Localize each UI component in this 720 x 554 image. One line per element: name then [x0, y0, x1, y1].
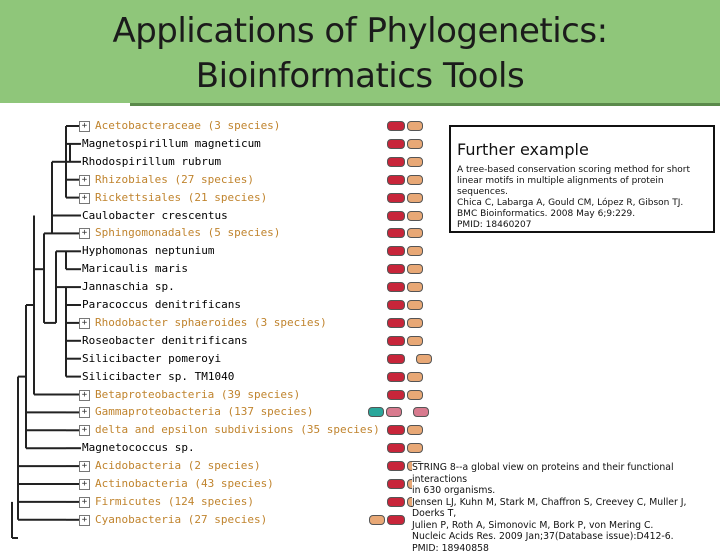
- protein-domain-icon: [387, 211, 405, 221]
- panel-heading: Further example: [457, 140, 707, 159]
- protein-domain-icon: [407, 193, 423, 203]
- expand-node-button[interactable]: +: [79, 390, 90, 401]
- expand-node-button[interactable]: +: [79, 407, 90, 418]
- expand-node-button[interactable]: +: [79, 515, 90, 526]
- panel-citation-line: Chica C, Labarga A, Gould CM, López R, Gibson TJ.: [457, 198, 707, 209]
- expand-node-button[interactable]: +: [79, 461, 90, 472]
- protein-domain-icon: [387, 372, 405, 382]
- tree-leaf-label[interactable]: Caulobacter crescentus: [82, 209, 228, 223]
- protein-domain-icon: [413, 407, 429, 417]
- expand-node-button[interactable]: +: [79, 479, 90, 490]
- protein-domain-icon: [416, 354, 432, 364]
- tree-leaf-label[interactable]: Roseobacter denitrificans: [82, 334, 248, 348]
- protein-domain-icon: [407, 211, 423, 221]
- panel-citation-line: BMC Bioinformatics. 2008 May 6;9:229.: [457, 209, 707, 220]
- protein-domain-icon: [407, 264, 423, 274]
- title-bar: [0, 0, 720, 103]
- protein-domain-icon: [387, 461, 405, 471]
- expand-node-button[interactable]: +: [79, 121, 90, 132]
- reference-line: Nucleic Acids Res. 2009 Jan;37(Database issue):D412-6.: [412, 531, 717, 543]
- panel-citation-line: PMID: 18460207: [457, 220, 707, 231]
- protein-domain-icon: [387, 479, 405, 489]
- protein-domain-icon: [387, 264, 405, 274]
- protein-domain-icon: [387, 354, 405, 364]
- protein-domain-icon: [407, 121, 423, 131]
- reference-line: PMID: 18940858: [412, 543, 717, 554]
- protein-domain-icon: [407, 139, 423, 149]
- protein-domain-icon: [368, 407, 384, 417]
- tree-leaf-label[interactable]: Acidobacteria (2 species): [95, 459, 261, 473]
- tree-leaf-label[interactable]: Rickettsiales (21 species): [95, 191, 267, 205]
- expand-node-button[interactable]: +: [79, 193, 90, 204]
- tree-leaf-label[interactable]: Betaproteobacteria (39 species): [95, 388, 300, 402]
- protein-domain-icon: [369, 515, 385, 525]
- protein-domain-icon: [407, 318, 423, 328]
- protein-domain-icon: [407, 157, 423, 167]
- protein-domain-icon: [407, 175, 423, 185]
- protein-domain-icon: [387, 282, 405, 292]
- tree-leaf-label[interactable]: Actinobacteria (43 species): [95, 477, 274, 491]
- reference-line: in 630 organisms.: [412, 485, 717, 497]
- protein-domain-icon: [387, 193, 405, 203]
- protein-domain-icon: [387, 318, 405, 328]
- protein-domain-icon: [407, 372, 423, 382]
- protein-domain-icon: [387, 121, 405, 131]
- protein-domain-icon: [387, 175, 405, 185]
- expand-node-button[interactable]: +: [79, 175, 90, 186]
- protein-domain-icon: [407, 246, 423, 256]
- protein-domain-icon: [387, 139, 405, 149]
- slide-title: [0, 9, 720, 99]
- reference-line: STRING 8--a global view on proteins and their functional interactions: [412, 462, 717, 485]
- protein-domain-icon: [387, 425, 405, 435]
- protein-domain-icon: [407, 443, 423, 453]
- tree-leaf-label[interactable]: Firmicutes (124 species): [95, 495, 254, 509]
- tree-leaf-label[interactable]: delta and epsilon subdivisions (35 species): [95, 423, 380, 437]
- expand-node-button[interactable]: +: [79, 425, 90, 436]
- protein-domain-icon: [387, 228, 405, 238]
- expand-node-button[interactable]: +: [79, 228, 90, 239]
- further-example-panel: [449, 125, 715, 233]
- reference-line: Jensen LJ, Kuhn M, Stark M, Chaffron S, Creevey C, Muller J, Doerks T,: [412, 497, 717, 520]
- protein-domain-icon: [407, 282, 423, 292]
- tree-leaf-label[interactable]: Silicibacter sp. TM1040: [82, 370, 234, 384]
- string-reference: [412, 462, 717, 554]
- protein-domain-icon: [407, 390, 423, 400]
- protein-domain-icon: [407, 425, 423, 435]
- panel-citation-line: linear motifs in multiple alignments of protein sequences.: [457, 176, 707, 198]
- tree-leaf-label[interactable]: Sphingomonadales (5 species): [95, 226, 280, 240]
- tree-leaf-label[interactable]: Silicibacter pomeroyi: [82, 352, 221, 366]
- tree-leaf-label[interactable]: Rhodospirillum rubrum: [82, 155, 221, 169]
- tree-leaf-label[interactable]: Rhodobacter sphaeroides (3 species): [95, 316, 327, 330]
- tree-leaf-label[interactable]: Acetobacteraceae (3 species): [95, 119, 280, 133]
- protein-domain-icon: [407, 336, 423, 346]
- protein-domain-icon: [387, 246, 405, 256]
- tree-leaf-label[interactable]: Rhizobiales (27 species): [95, 173, 254, 187]
- tree-leaf-label[interactable]: Cyanobacteria (27 species): [95, 513, 267, 527]
- protein-domain-icon: [387, 390, 405, 400]
- protein-domain-icon: [387, 443, 405, 453]
- tree-leaf-label[interactable]: Gammaproteobacteria (137 species): [95, 405, 314, 419]
- expand-node-button[interactable]: +: [79, 318, 90, 329]
- protein-domain-icon: [387, 336, 405, 346]
- tree-leaf-label[interactable]: Hyphomonas neptunium: [82, 244, 214, 258]
- reference-line: Julien P, Roth A, Simonovic M, Bork P, von Mering C.: [412, 520, 717, 532]
- title-line-2: Bioinformatics Tools: [0, 54, 720, 99]
- tree-leaf-label[interactable]: Jannaschia sp.: [82, 280, 175, 294]
- protein-domain-icon: [387, 300, 405, 310]
- protein-domain-icon: [407, 300, 423, 310]
- panel-citation-line: A tree-based conservation scoring method for short: [457, 165, 707, 176]
- tree-leaf-label[interactable]: Magnetospirillum magneticum: [82, 137, 261, 151]
- tree-leaf-label[interactable]: Paracoccus denitrificans: [82, 298, 241, 312]
- expand-node-button[interactable]: +: [79, 497, 90, 508]
- tree-leaf-label[interactable]: Maricaulis maris: [82, 262, 188, 276]
- protein-domain-icon: [407, 228, 423, 238]
- title-line-1: Applications of Phylogenetics:: [0, 9, 720, 54]
- protein-domain-icon: [387, 515, 405, 525]
- tree-leaf-label[interactable]: Magnetococcus sp.: [82, 441, 195, 455]
- protein-domain-icon: [387, 497, 405, 507]
- protein-domain-icon: [387, 157, 405, 167]
- protein-domain-icon: [386, 407, 402, 417]
